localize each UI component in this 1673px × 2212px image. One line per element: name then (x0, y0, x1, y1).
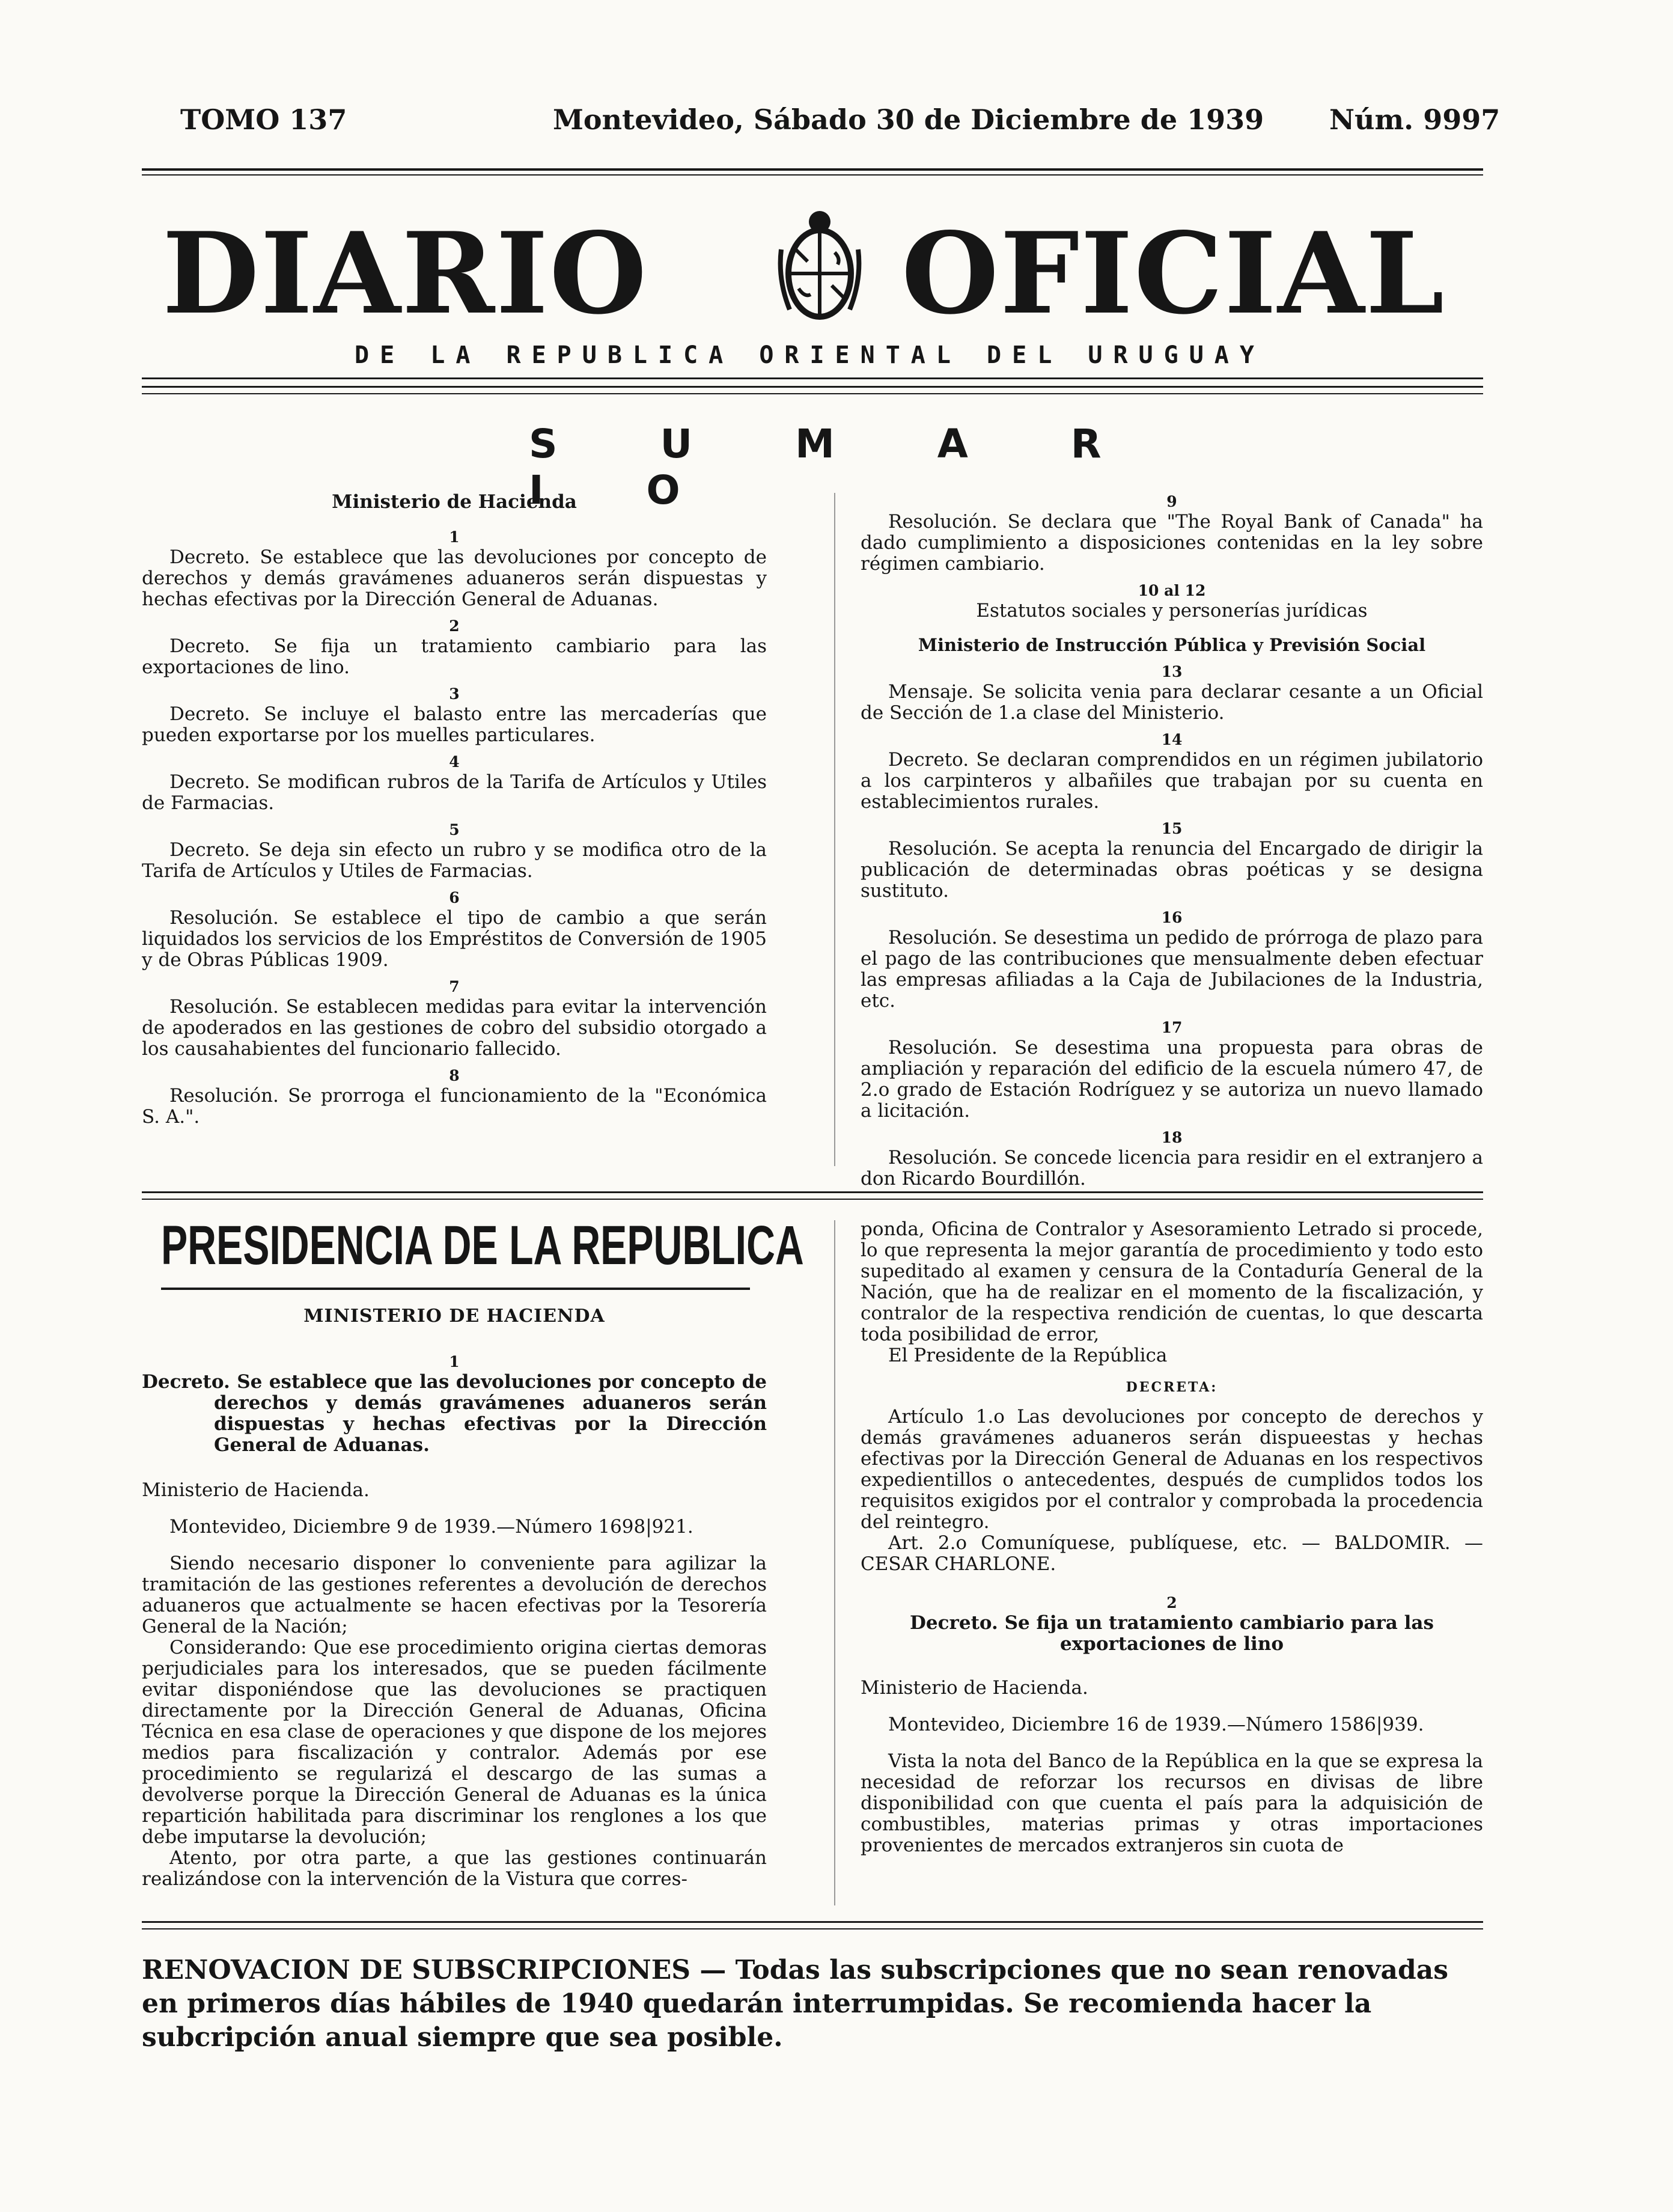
summary-left-heading: Ministerio de Hacienda (332, 491, 577, 513)
volume-number: TOMO 137 (180, 103, 347, 136)
summary-item: 4 Decreto. Se modifican rubros de la Tarifa de Artículos y Utiles de Farmacias. (142, 753, 767, 814)
paragraph: Vista la nota del Banco de la República en la que se expresa la necesidad de reforzar los recursos en divisas de libre disponibilidad con que cuenta el país para la adquisición de combustibles, materias primas y otras importaciones provenientes de mercados extranjeros sin cuota de (861, 1750, 1483, 1856)
summary-item: 17 Resolución. Se desestima una propuesta para obras de ampliación y reparación del edificio de la escuela número 47, de 2.o grado de Estación Rodríguez y se autoriza un nuevo llamado a licitación. (861, 1019, 1483, 1122)
date-line: Montevideo, Diciembre 9 de 1939.—Número 1698|921. (169, 1516, 693, 1538)
coat-of-arms-icon (778, 207, 862, 328)
paragraph: El Presidente de la República (888, 1345, 1168, 1366)
summary-rule (142, 1191, 1483, 1193)
paragraph: Atento, por otra parte, a que las gestiones continuarán realizándose con la intervención de la Vistura que corres- (142, 1847, 767, 1890)
subscription-notice: RENOVACION DE SUBSCRIPCIONES — Todas las subscripciones que no sean renovadas en primeros días hábiles de 1940 quedarán interrumpidas. Se recomienda hacer la subcripción anual siempre que sea posible. (142, 1955, 1449, 2053)
summary-title: S U M A R I O (529, 421, 1146, 513)
masthead (0, 207, 1673, 340)
summary-item: 13 Mensaje. Se solicita venia para declarar cesante a un Oficial de Sección de 1.a clase del Ministerio. (861, 663, 1483, 724)
body-right-column (861, 1219, 1483, 1856)
masthead-rule (142, 377, 1483, 379)
ministry-line: Ministerio de Hacienda. (861, 1677, 1088, 1699)
summary-item: 7 Resolución. Se establecen medidas para evitar la intervención de apoderados en las gestiones de cobro del subsidio otorgado a los causahabientes del funcionario fallecido. (142, 978, 767, 1060)
summary-right-heading: Ministerio de Instrucción Pública y Previsión Social (918, 635, 1426, 655)
section-title-underline (161, 1288, 750, 1290)
article: Artículo 1.o Las devoluciones por concepto de derechos y demás gravámenes aduaneros serán dispueestas y hechas efectivas por la Dirección General de Aduanas en los respectivos expedientillos o antecedentes, después de cumplidos todos los requisitos exigidos por el contralor y comprobada la procedencia del reintegro. (861, 1406, 1483, 1533)
ministry-heading: MINISTERIO DE HACIENDA (303, 1306, 605, 1327)
issue-date: Montevideo, Sábado 30 de Diciembre de 1939 (553, 103, 1264, 136)
decree-number: 2 (1166, 1594, 1177, 1612)
date-line: Montevideo, Diciembre 16 de 1939.—Número 1586|939. (888, 1714, 1424, 1735)
summary-item: 5 Decreto. Se deja sin efecto un rubro y se modifica otro de la Tarifa de Artículos y Utiles de Farmacias. (142, 821, 767, 882)
decree-number: 1 (449, 1353, 460, 1370)
summary-left-column (142, 492, 767, 1128)
summary-item: 14 Decreto. Se declaran comprendidos en un régimen jubilatorio a los carpinteros y albañiles que trabajan por su cuenta en establecimientos rurales. (861, 731, 1483, 813)
footer-rule (142, 1921, 1483, 1923)
summary-item: 15 Resolución. Se acepta la renuncia del Encargado de dirigir la publicación de determinadas obras poéticas y se designa sustituto. (861, 820, 1483, 902)
summary-item: 18 Resolución. Se concede licencia para residir en el extranjero a don Ricardo Bourdillón. (861, 1129, 1483, 1190)
paragraph: Siendo necesario disponer lo conveniente para agilizar la tramitación de las gestiones referentes a devolución de derechos aduaneros que actualmente se hacen efectivas por la Tesorería General de la Nación; (142, 1553, 767, 1637)
masthead-subtitle: DE LA REPUBLICA ORIENTAL DEL URUGUAY (355, 341, 1265, 369)
masthead-title-left: DIARIO (162, 207, 648, 339)
masthead-rule-3 (142, 393, 1483, 394)
summary-item: 6 Resolución. Se establece el tipo de cambio a que serán liquidados los servicios de los Empréstitos de Conversión de 1905 y de Obras Públicas 1909. (142, 889, 767, 971)
decreta-label: DECRETA: (1126, 1379, 1218, 1395)
ministry-line: Ministerio de Hacienda. (142, 1479, 370, 1501)
body-left-column (142, 1306, 767, 1890)
masthead-rule-2 (142, 386, 1483, 388)
column-divider (834, 493, 835, 1166)
section-title: PRESIDENCIA DE LA REPUBLICA (161, 1215, 804, 1276)
header-rule-2 (142, 174, 1483, 176)
decree-title: Decreto. Se fija un tratamiento cambiario para las exportaciones de lino (910, 1612, 1434, 1655)
summary-item: 2 Decreto. Se fija un tratamiento cambiario para las exportaciones de lino. (142, 617, 767, 678)
summary-item: 16 Resolución. Se desestima un pedido de prórroga de plazo para el pago de las contribuciones que mensualmente deben efectuar las empresas afiliadas a la Caja de Jubilaciones de la Industria, etc. (861, 909, 1483, 1012)
masthead-title-right: OFICIAL (901, 207, 1446, 339)
issue-number: Núm. 9997 (1329, 103, 1501, 136)
column-divider (834, 1220, 835, 1905)
summary-item: 3 Decreto. Se incluye el balasto entre las mercaderías que pueden exportarse por los muelles particulares. (142, 685, 767, 746)
article: Art. 2.o Comuníquese, publíquese, etc. — BALDOMIR. —CESAR CHARLONE. (861, 1532, 1483, 1575)
paragraph: Considerando: Que ese procedimiento origina ciertas demoras perjudiciales para los interesados, que se pueden fácilmente evitar disponiéndose que las devoluciones se practiquen directamente por la Dirección General de Aduanas, Oficina Técnica en esa clase de operaciones y que dispone de los mejores medios para fiscalización y contralor. Además por ese procedimiento se regularizá el descargo de las sumas a devolverse porque la Dirección General de Aduanas es la única repartición habilitada para discriminar los renglones a los que debe imputarse la devolución; (142, 1637, 767, 1848)
summary-item: 1 Decreto. Se establece que las devoluciones por concepto de derechos y demás gravámenes aduaneros serán dispuestas y hechas efectivas por la Dirección General de Aduanas. (142, 528, 767, 610)
summary-rule-2 (142, 1199, 1483, 1200)
header-rule (142, 168, 1483, 171)
summary-item: 8 Resolución. Se prorroga el funcionamiento de la "Económica S. A.". (142, 1067, 767, 1128)
footer-rule-2 (142, 1928, 1483, 1929)
paragraph: ponda, Oficina de Contralor y Asesoramiento Letrado si procede, lo que representa la mejor garantía de procedimiento y todo esto supeditado al examen y censura de la Contaduría General de la Nación, que ha de realizar en el momento de la fiscalización, y contralor de la respectiva rendición de cuentas, lo que descarta toda posibilidad de error, (861, 1218, 1483, 1345)
summary-item: 10 al 12 Estatutos sociales y personerías jurídicas (976, 582, 1368, 622)
decree-title: Decreto. Se establece que las devoluciones por concepto de derechos y demás gravámenes aduaneros serán dispuestas y hechas efectivas por la Dirección General de Aduanas. (142, 1371, 767, 1456)
summary-item: 9 Resolución. Se declara que "The Royal Bank of Canada" ha dado cumplimiento a disposiciones contenidas en la ley sobre régimen cambiario. (861, 493, 1483, 575)
summary-right-column (861, 492, 1483, 1190)
